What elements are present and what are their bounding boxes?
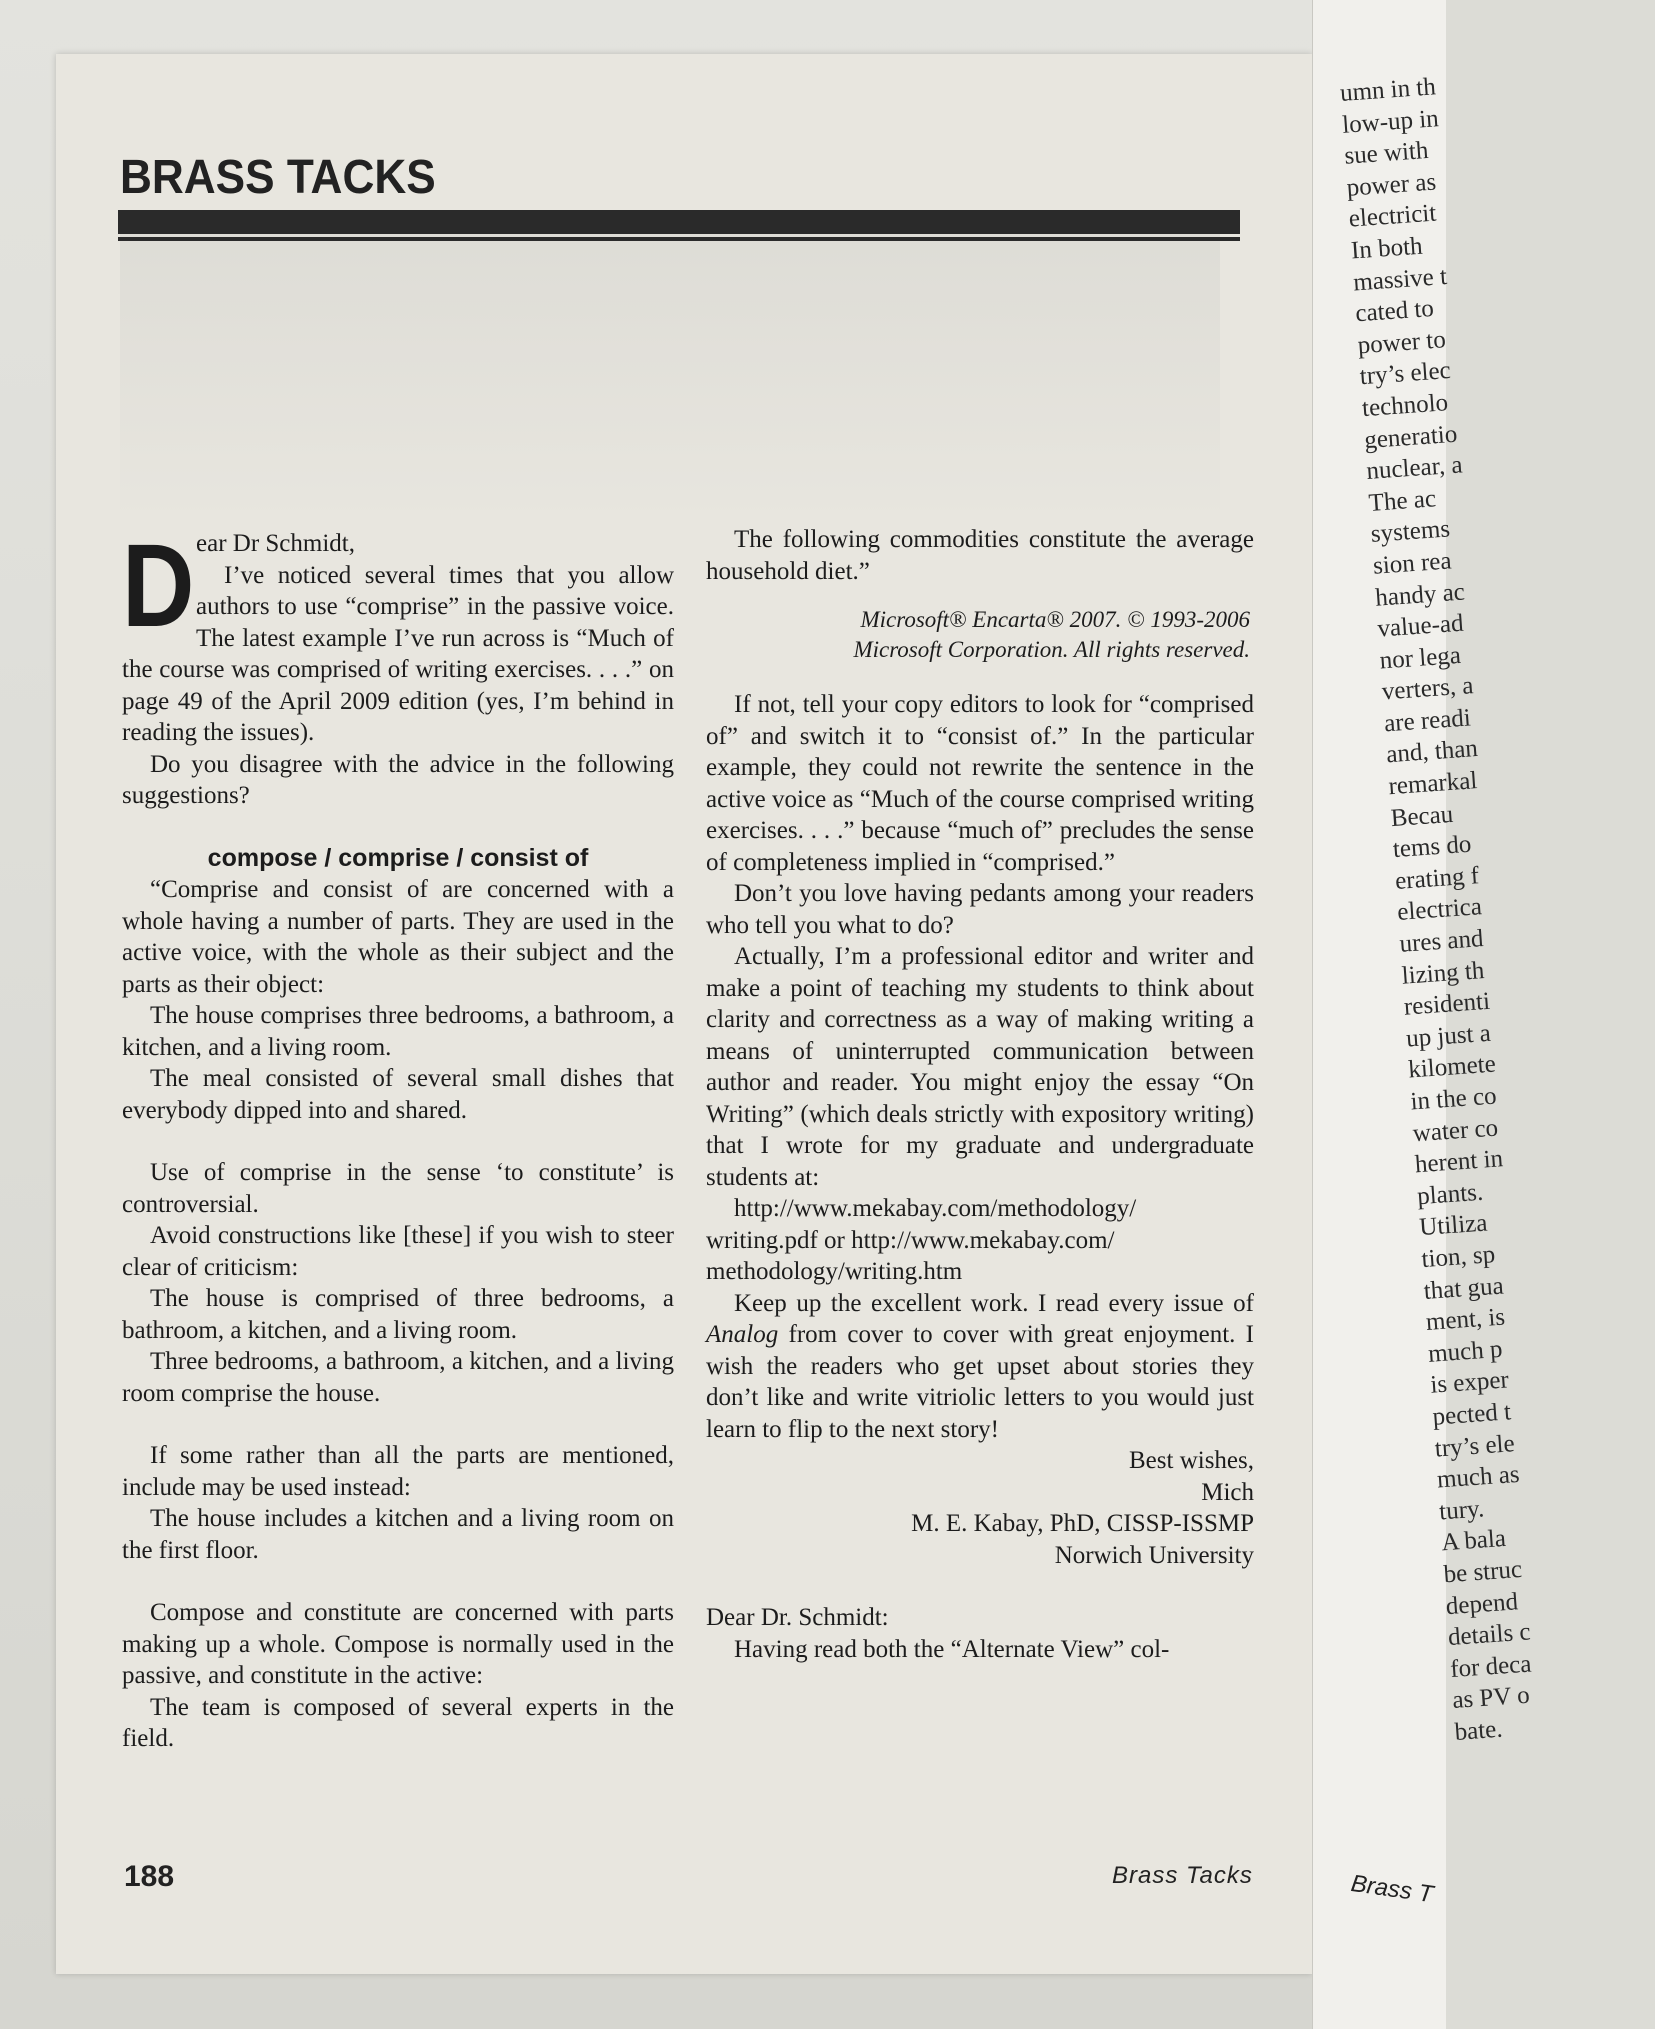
next-page-line: residenti (1403, 987, 1491, 1021)
next-page-line: and, than (1385, 735, 1479, 769)
next-page-line: tion, sp (1420, 1240, 1497, 1274)
paragraph: Having read both the “Alternate View” col- (734, 1635, 1170, 1663)
next-page-line: much as (1436, 1460, 1521, 1494)
next-page-line: is exper (1429, 1366, 1510, 1400)
salutation: ear Dr Schmidt, (196, 530, 355, 557)
next-page-line: as PV o (1451, 1681, 1531, 1715)
paragraph: The team is composed of several experts in the field. (122, 1693, 674, 1752)
left-column (122, 520, 674, 1755)
next-page-line: technolo (1361, 389, 1449, 423)
subheading: compose / comprise / consist of (207, 843, 589, 872)
paragraph: The house is comprised of three bedrooms, a bathroom, a kitchen, and a living room. (122, 1285, 674, 1344)
drop-cap: D (122, 520, 195, 652)
next-page-line: A bala (1440, 1525, 1507, 1557)
next-page-line: Becau (1389, 800, 1455, 832)
salutation: Dear Dr. Schmidt: (706, 1604, 889, 1631)
next-page-line: verters, a (1381, 672, 1475, 706)
next-page-line: for deca (1449, 1650, 1533, 1683)
right-column (706, 524, 1254, 1665)
next-page-running-title: Brass T (1349, 1870, 1435, 1909)
next-page-line: In both (1350, 232, 1424, 265)
next-page-line: nuclear, a (1365, 451, 1464, 486)
paragraph: The following commodities constitute the average household diet.” (706, 526, 1254, 585)
page-number: 188 (124, 1860, 175, 1893)
next-page-line: kilomete (1407, 1050, 1497, 1084)
next-page-line: remarkal (1387, 767, 1479, 801)
paragraph: If not, tell your copy editors to look for “comprised of” and switch it to “consist of.” In the particular example, they could not rewrite the sentence in the active voice as “Much of the course comprised writing exercises. . . .” because “much of” precludes the sense of completeness implied in “comprised.” (706, 691, 1254, 876)
paragraph: Compose and constitute are concerned with parts making up a whole. Compose is normally used in the passive, and constitute in the active: (122, 1599, 674, 1689)
signoff-affiliation: Norwich University (1054, 1541, 1254, 1569)
paragraph: If some rather than all the parts are mentioned, include may be used instead: (122, 1442, 674, 1501)
next-page-line: electrica (1396, 893, 1483, 927)
paragraph: Three bedrooms, a bathroom, a kitchen, and a living room comprise the house. (122, 1348, 674, 1407)
next-page-line: ures and (1398, 925, 1485, 958)
next-page-line: erating f (1394, 862, 1480, 895)
citation-line: Microsoft® Encarta® 2007. © 1993-2006 (860, 607, 1250, 632)
next-page-line: systems (1369, 515, 1451, 549)
next-page-line: details c (1447, 1618, 1532, 1652)
next-page-line: bate. (1453, 1715, 1504, 1746)
paragraph: Don’t you love having pedants among your readers who tell you what to do? (706, 880, 1254, 939)
next-page-line: herent in (1414, 1145, 1504, 1179)
paragraph: Use of comprise in the sense ‘to constitute’ is controversial. (122, 1159, 674, 1218)
paragraph: The meal consisted of several small dishes that everybody dipped into and shared. (122, 1065, 674, 1124)
next-page-line: generatio (1363, 420, 1459, 454)
next-page-line: pected t (1431, 1398, 1512, 1431)
next-page-line: cated to (1354, 295, 1435, 328)
url-text: http://www.mekabay.com/methodology/ writing.pdf or http://www.mekabay.com/ methodology/writing.htm (706, 1195, 1137, 1285)
header-rule (118, 210, 1240, 234)
citation-line: Microsoft Corporation. All rights reserved. (853, 637, 1250, 662)
next-page-line: The ac (1367, 485, 1437, 517)
next-page-line: much p (1427, 1335, 1504, 1368)
show-through-area (120, 210, 1220, 510)
next-page-line: Utiliza (1418, 1209, 1489, 1242)
next-page-line: sion rea (1372, 547, 1453, 580)
next-page-line: umn in th (1339, 73, 1437, 107)
magazine-name: Analog (706, 1321, 779, 1348)
next-page-line: value-ad (1376, 609, 1465, 643)
signoff-name: Mich (1201, 1478, 1254, 1506)
next-page-line: try’s ele (1433, 1429, 1516, 1463)
paragraph: Actually, I’m a professional editor and writer and make a point of teaching my students to think about clarity and correctness as a way of making writing a means of uninterrupted communication between author and reader. You might enjoy the essay “On Writing” (which deals strictly with expository writing) that I wrote for my graduate and undergraduate students at: (706, 943, 1254, 1191)
running-title: Brass Tacks (1112, 1862, 1253, 1889)
paragraph: I’ve noticed several times that you allow authors to use “comprise” in the passive voice. The latest example I’ve run across is “Much of the course was comprised of writing exercises. . . .” on page 49 of the April 2009 edition (yes, I’m behind in reading the issues). (122, 561, 674, 746)
next-page-line: water co (1411, 1114, 1499, 1147)
paragraph: Avoid constructions like [these] if you wish to steer clear of criticism: (122, 1222, 674, 1281)
next-page-line: up just a (1405, 1019, 1492, 1053)
next-page-line: depend (1444, 1587, 1519, 1620)
next-page-text (1339, 64, 1655, 1748)
section-title: BRASS TACKS (120, 151, 436, 204)
next-page-line: sue with (1343, 137, 1430, 170)
header-rule-thin (118, 237, 1240, 241)
paragraph: “Comprise and consist of are concerned with a whole having a number of parts. They are used in the active voice, with the whole as their subject and the parts as their object: (122, 876, 674, 998)
next-page-line: nor lega (1378, 641, 1462, 675)
next-page-line: that gua (1422, 1272, 1505, 1305)
next-page-line: tury. (1438, 1495, 1485, 1526)
next-page-line: ment, is (1425, 1303, 1506, 1337)
next-page-line: low-up in (1341, 104, 1440, 139)
next-page-line: power as (1345, 168, 1437, 202)
next-page-line: be struc (1442, 1555, 1523, 1589)
next-page-line: plants. (1416, 1178, 1484, 1211)
paragraph: The house includes a kitchen and a living room on the first floor. (122, 1505, 674, 1564)
next-page-line: power to (1356, 325, 1447, 360)
next-page-line: tems do (1392, 830, 1473, 864)
signoff: Best wishes, (1129, 1447, 1254, 1474)
paragraph: The house comprises three bedrooms, a bathroom, a kitchen, and a living room. (122, 1002, 674, 1061)
next-page-line: in the co (1409, 1082, 1498, 1116)
paragraph: Keep up the excellent work. I read every issue of Analog from cover to cover with great enjoyment. I wish the readers who get upset about stories they don’t like and write vitriolic letters to you would just learn to flip to the next story! (706, 1289, 1254, 1443)
next-page-line: lizing th (1400, 956, 1486, 990)
next-page-line: are readi (1383, 704, 1472, 738)
next-page-line: electricit (1347, 199, 1438, 233)
next-page-line: try’s elec (1358, 357, 1452, 391)
signoff-credentials: M. E. Kabay, PhD, CISSP-ISSMP (911, 1510, 1254, 1537)
next-page-line: handy ac (1374, 578, 1466, 612)
paragraph: Do you disagree with the advice in the following suggestions? (122, 750, 674, 809)
next-page-line: massive t (1352, 262, 1448, 297)
next-page-edge (1312, 0, 1533, 2029)
